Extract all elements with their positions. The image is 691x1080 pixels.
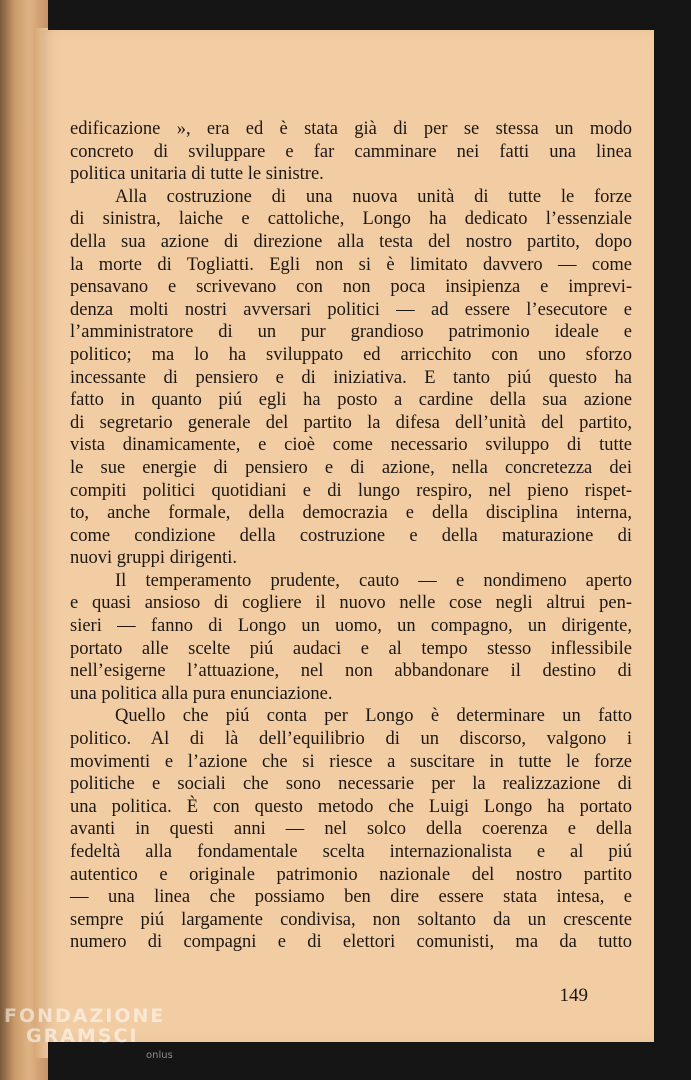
- text-line: portato alle scelte piú audaci e al tempo stesso inflessibile: [70, 638, 632, 659]
- text-line: denza molti nostri avversari politici — ad essere l’esecutore e: [70, 299, 632, 320]
- text-line: avanti in questi anni — nel solco della coerenza e della: [70, 819, 632, 840]
- text-line: fedeltà alla fondamentale scelta internazionalista e al piú: [70, 842, 632, 862]
- watermark-line1: FONDAZIONE: [4, 1005, 166, 1027]
- text-line: nell’esigerne l’attuazione, nel non abbandonare il destino di: [70, 661, 632, 682]
- text-line: di segretario generale del partito la difesa dell’unità del partito,: [70, 412, 632, 433]
- text-line: nuovi gruppi dirigenti.: [70, 548, 237, 569]
- text-line: di sinistra, laiche e cattoliche, Longo ha dedicato l’essenziale: [70, 209, 632, 230]
- text-line: come condizione della costruzione e della maturazione di: [70, 525, 632, 546]
- text-line: Il temperamento prudente, cauto — e nondimeno aperto: [115, 570, 632, 591]
- text-line: incessante di pensiero e di iniziativa. E tanto piú questo ha: [70, 367, 632, 388]
- text-line: pensavano e scrivevano con non poca insipienza e imprevi-: [70, 277, 632, 298]
- text-line: to, anche formale, della democrazia e della disciplina interna,: [70, 503, 632, 524]
- text-line: movimenti e l’azione che si riesce a suscitare in tutte le forze: [70, 751, 632, 772]
- text-line: — una linea che possiamo ben dire essere stata intesa, e: [70, 887, 632, 908]
- text-line: sempre piú largamente condivisa, non soltanto da un crescente: [70, 909, 632, 930]
- text-line: autentico e originale patrimonio nazionale del nostro partito: [70, 864, 632, 885]
- text-line: edificazione », era ed è stata già di per se stessa un modo: [70, 119, 632, 139]
- text-line: vista dinamicamente, e cioè come necessario sviluppo di tutte: [70, 435, 632, 456]
- text-line: Quello che piú conta per Longo è determinare un fatto: [115, 706, 632, 727]
- text-line: la morte di Togliatti. Egli non si è limitato davvero — come: [70, 254, 632, 275]
- text-line: e quasi ansioso di cogliere il nuovo nelle cose negli altrui pen-: [70, 593, 632, 614]
- watermark-line3: onlus: [146, 1050, 173, 1061]
- text-line: numero di compagni e di elettori comunisti, ma da tutto: [70, 932, 632, 953]
- watermark-logo: [4, 1006, 173, 1066]
- text-line: una politica. È con questo metodo che Luigi Longo ha portato: [70, 796, 632, 817]
- text-line: politico. Al di là dell’equilibrio di un discorso, valgono i: [70, 729, 632, 750]
- text-line: sieri — fanno di Longo un uomo, un compagno, un dirigente,: [70, 616, 632, 637]
- body-text: [70, 118, 632, 954]
- text-line: Alla costruzione di una nuova unità di tutte le forze: [115, 186, 632, 207]
- text-line: della sua azione di direzione alla testa del nostro partito, dopo: [70, 231, 632, 252]
- text-line: politico; ma lo ha sviluppato ed arricchito con uno sforzo: [70, 344, 632, 365]
- text-line: politiche e sociali che sono necessarie per la realizzazione di: [70, 774, 632, 795]
- text-line: politica unitaria di tutte le sinistre.: [70, 164, 324, 185]
- text-line: l’amministratore di un pur grandioso patrimonio ideale e: [70, 322, 632, 343]
- text-line: una politica alla pura enunciazione.: [70, 683, 333, 704]
- text-line: compiti politici quotidiani e di lungo respiro, nel pieno rispet-: [70, 480, 632, 501]
- text-line: concreto di sviluppare e far camminare nei fatti una linea: [70, 141, 632, 162]
- text-line: fatto in quanto piú egli ha posto a cardine della sua azione: [70, 390, 632, 411]
- text-line: le sue energie di pensiero e di azione, nella concretezza dei: [70, 457, 632, 478]
- watermark-line2: GRAMSCI: [26, 1025, 139, 1047]
- book-page: [42, 30, 654, 1042]
- page-number: 149: [559, 985, 588, 1006]
